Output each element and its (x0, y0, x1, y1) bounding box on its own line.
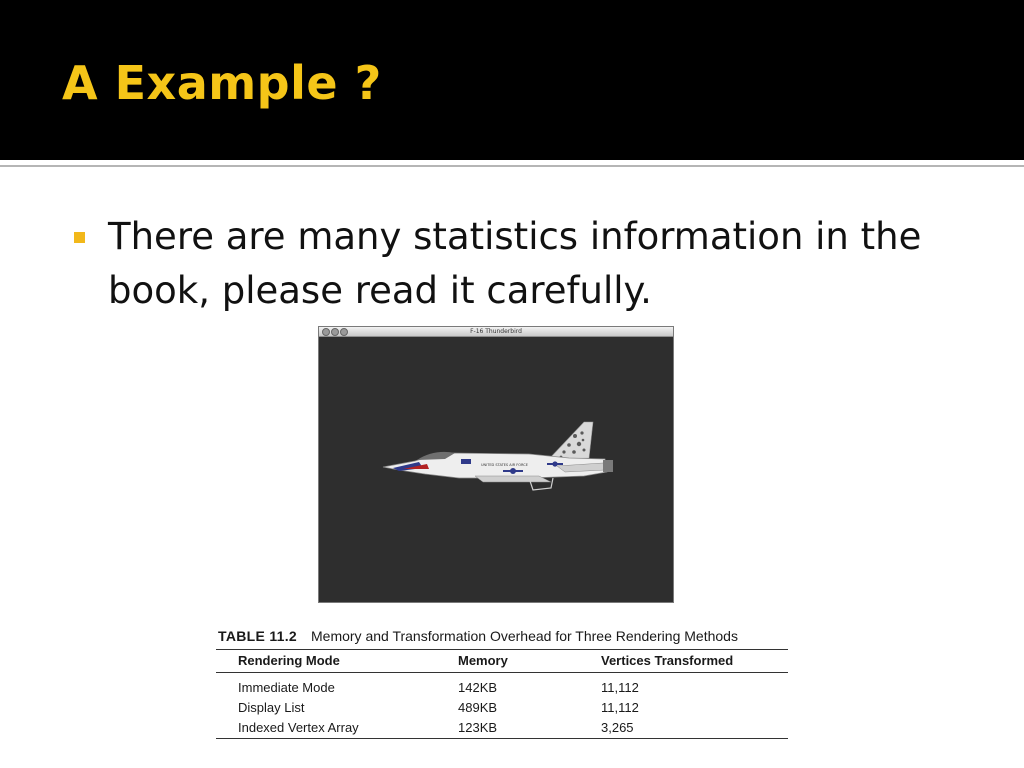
exhaust (603, 460, 613, 472)
slide-title: A Example ? (62, 56, 382, 110)
title-divider-shadow (0, 165, 1024, 167)
tail-fin (549, 422, 593, 459)
window-title: F-16 Thunderbird (470, 328, 522, 335)
table-header-rule (216, 672, 788, 673)
aircraft-lettering: UNITED STATES AIR FORCE (481, 463, 528, 467)
column-header-vertices-transformed: Vertices Transformed (601, 653, 734, 668)
table-caption (218, 628, 738, 644)
table-cell: 3,265 (601, 720, 634, 735)
table-cell: 11,112 (601, 700, 639, 715)
table-cell: 11,112 (601, 680, 639, 695)
table-cell: 123KB (458, 720, 498, 735)
table-cell: 142KB (458, 680, 498, 695)
table-caption-text: Memory and Transformation Overhead for Three Rendering Methods (311, 628, 738, 644)
title-bar (0, 0, 1024, 160)
app-window (318, 326, 674, 603)
window-titlebar (319, 327, 673, 337)
table-cell: Display List (238, 700, 305, 715)
table-cell: Immediate Mode (238, 680, 335, 695)
column-header-rendering-mode: Rendering Mode (238, 653, 340, 668)
table-label: TABLE 11.2 (218, 628, 297, 644)
column-header-memory: Memory (458, 653, 508, 668)
table-cell: 489KB (458, 700, 498, 715)
bullet-marker (74, 232, 85, 243)
wing (475, 476, 551, 482)
bullet-text: There are many statistics information in the book, please read it carefully. (108, 215, 922, 312)
f16-jet-render (379, 412, 619, 502)
table-bottom-rule (216, 738, 788, 739)
table-top-rule (216, 649, 788, 650)
table-cell: Indexed Vertex Array (238, 720, 359, 735)
